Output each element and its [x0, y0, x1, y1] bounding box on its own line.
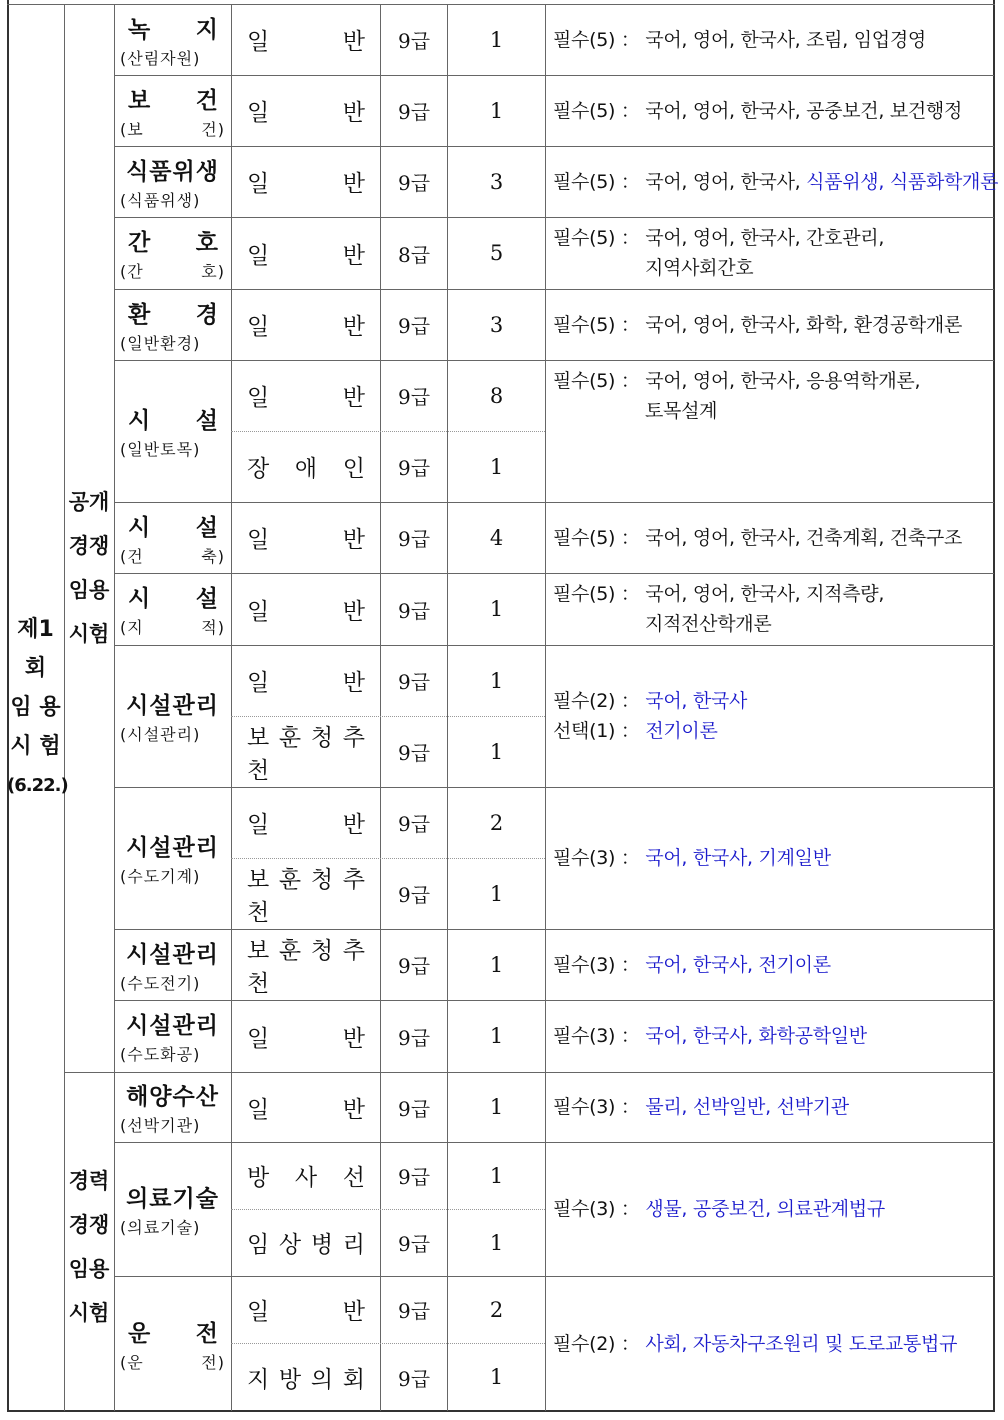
subjects-line: [553, 686, 993, 716]
exam-date: (6.22.): [7, 775, 68, 796]
exam-subjects: [547, 787, 993, 929]
exam-subjects: [547, 360, 993, 502]
grade: 9급: [398, 314, 431, 338]
headcount: 1: [489, 1024, 504, 1048]
grade: 9급: [398, 1366, 431, 1391]
recruit-type: 일 반: [247, 598, 365, 625]
grade: 9급: [398, 1025, 431, 1050]
specialty-subname: (건 축): [120, 546, 225, 566]
exam-subjects: [547, 1142, 993, 1276]
subjects-label: 필수(3) ：: [553, 1025, 646, 1047]
col-divider-4: [380, 4, 381, 1411]
recruit-type: 지 방 의 회: [247, 1366, 365, 1393]
subjects-line: [553, 950, 993, 980]
subjects-text: 국어, 영어, 한국사,: [645, 170, 807, 193]
recruit-type: 보 훈 청 추 천: [247, 724, 365, 784]
recruit-type: 일 반: [247, 171, 365, 197]
subjects-line: [553, 366, 993, 396]
subjects-label: 필수(5) ：: [553, 170, 646, 193]
grade: 9급: [398, 812, 431, 836]
col-divider-2: [114, 4, 115, 1411]
col-divider-3: [231, 4, 232, 1411]
recruit-type: 일 반: [247, 29, 365, 55]
recruit-type: 보 훈 청 추 천: [247, 866, 365, 926]
subjects-continued: 토목설계: [645, 400, 718, 422]
recruit-type: 일 반: [247, 1299, 365, 1325]
specialty-subname: (간 호): [120, 262, 225, 281]
subjects-line: [553, 25, 993, 55]
subjects-text: 국어, 영어, 한국사, 조림, 임업경영: [645, 28, 926, 51]
subjects-highlight: 국어, 한국사, 기계일반: [645, 847, 831, 869]
grade: 9급: [398, 670, 431, 694]
subjects-label: 필수(2) ：: [553, 690, 646, 712]
subjects-label: 필수(5) ：: [553, 28, 646, 51]
headcount: 1: [489, 1163, 504, 1188]
specialty-cell: [116, 1072, 229, 1142]
grade: 9급: [398, 598, 431, 623]
specialty-name: 녹 지: [128, 16, 219, 43]
grade: 9급: [398, 1165, 431, 1189]
headcount: 5: [489, 241, 504, 265]
specialty-name: 의료기술: [126, 1186, 219, 1212]
specialty-cell: [116, 929, 229, 1000]
subjects-label: 필수(5) ：: [553, 526, 646, 549]
specialty-name: 운 전: [128, 1320, 219, 1347]
specialty-cell: [116, 4, 229, 75]
subjects-highlight-2: 전기이론: [645, 720, 718, 742]
subjects-highlight: 국어, 한국사, 전기이론: [645, 953, 831, 976]
group-open-line2: 경쟁: [68, 534, 110, 558]
headcount: 1: [489, 1095, 504, 1119]
subjects-continued: 지역사회간호: [645, 257, 754, 279]
subjects-label: 필수(5) ：: [553, 313, 646, 336]
recruit-type: 임 상 병 리: [247, 1232, 365, 1258]
exam-line1: 제1회: [17, 617, 54, 681]
specialty-subname: (수도전기): [120, 973, 201, 993]
subjects-label: 필수(3) ：: [553, 953, 646, 976]
subjects-text: 국어, 영어, 한국사, 간호관리,: [645, 227, 885, 249]
subjects-highlight: 생물, 공중보건, 의료관계법규: [645, 1198, 885, 1220]
group-career-line3: 임용: [68, 1257, 110, 1281]
exam-subjects: [547, 146, 999, 217]
specialty-subname: (일반토목): [120, 440, 201, 459]
headcount: 3: [489, 312, 504, 337]
subjects-line: [553, 1194, 993, 1224]
group-career-line4: 시험: [68, 1301, 110, 1325]
grade: 9급: [398, 527, 431, 551]
subjects-highlight: 식품위생, 식품화학개론: [806, 170, 999, 193]
subjects-label: 필수(2) ：: [553, 1332, 646, 1355]
headcount: 1: [489, 98, 504, 123]
grade: 9급: [398, 171, 431, 195]
group-open-line4: 시험: [68, 622, 110, 646]
subjects-label: 필수(5) ：: [553, 99, 646, 122]
exam-subjects: [547, 645, 993, 787]
subjects-line: [553, 96, 993, 126]
headcount: 1: [489, 1230, 504, 1255]
group-career: [64, 1072, 114, 1412]
subjects-continued: 지적전산학개론: [645, 613, 772, 635]
exam-subjects: [547, 1072, 993, 1142]
exam-line2: 임 용: [10, 695, 61, 720]
grade: 8급: [398, 242, 431, 267]
grade: 9급: [398, 954, 431, 978]
specialty-subname: (식품위생): [120, 190, 201, 210]
recruit-type: 보 훈 청 추 천: [247, 937, 365, 997]
specialty-subname: (지 적): [120, 618, 225, 637]
recruit-type: 장 애 인: [247, 456, 365, 482]
subjects-highlight: 국어, 한국사: [645, 690, 748, 712]
specialty-name: 시설관리: [126, 941, 219, 968]
recruit-type: 일 반: [247, 242, 365, 269]
recruit-type: 일 반: [247, 314, 365, 340]
headcount: 1: [489, 597, 504, 621]
specialty-cell: [116, 289, 229, 360]
specialty-subname: (수도화공): [120, 1045, 201, 1064]
specialty-cell: [116, 573, 229, 645]
exam-subjects: [547, 929, 993, 1000]
subjects-line: [553, 310, 993, 340]
specialty-name: 시설관리: [126, 693, 219, 719]
specialty-subname: (보 건): [120, 119, 225, 139]
specialty-subname: (시설관리): [120, 725, 201, 744]
subjects-label: 필수(3) ：: [553, 847, 646, 869]
recruit-type: 방 사 선: [247, 1165, 365, 1191]
exam-subjects: [547, 217, 993, 289]
subjects-label: 필수(3) ：: [553, 1198, 646, 1220]
subjects-highlight: 국어, 한국사, 화학공학일반: [645, 1025, 867, 1047]
subjects-label: 필수(5) ：: [553, 370, 646, 392]
specialty-subname: (선박기관): [120, 1116, 201, 1135]
subjects-text: 국어, 영어, 한국사, 응용역학개론,: [645, 370, 921, 392]
subjects-label-2: 선택(1) ：: [553, 720, 646, 742]
group-open-line3: 임용: [68, 578, 110, 602]
headcount: 2: [489, 810, 504, 835]
col-divider-5: [447, 4, 448, 1411]
specialty-name: 간 호: [128, 230, 219, 256]
specialty-name: 시설관리: [126, 1013, 219, 1039]
headcount: 1: [489, 1365, 504, 1389]
subjects-text: 국어, 영어, 한국사, 화학, 환경공학개론: [645, 313, 963, 336]
exam-subjects: [547, 289, 993, 360]
specialty-cell: [116, 1000, 229, 1072]
headcount: 2: [489, 1297, 504, 1322]
subjects-label: 필수(5) ：: [553, 227, 646, 249]
group-open-line1: 공개: [68, 490, 110, 514]
grade: 9급: [398, 100, 431, 124]
recruit-type: 일 반: [247, 812, 365, 838]
specialty-name: 식품위생: [126, 158, 219, 185]
specialty-name: 시 설: [128, 586, 219, 612]
specialty-cell: [116, 217, 229, 289]
specialty-name: 시 설: [128, 514, 219, 541]
subjects-line-2: [553, 716, 993, 746]
grade: 9급: [398, 385, 431, 409]
specialty-subname: (운 전): [120, 1352, 225, 1372]
exam-subjects: [547, 75, 993, 146]
specialty-cell: [116, 146, 229, 217]
subjects-line: [553, 579, 993, 609]
recruit-type: 일 반: [247, 670, 365, 696]
specialty-cell: [116, 1276, 229, 1411]
grade: 9급: [398, 456, 431, 480]
subjects-line: [553, 223, 993, 253]
group-career-line1: 경력: [68, 1169, 110, 1193]
specialty-name: 시설관리: [126, 835, 219, 861]
specialty-name: 해양수산: [126, 1084, 219, 1110]
subjects-text: 국어, 영어, 한국사, 지적측량,: [645, 583, 885, 605]
exam-subjects: [547, 1000, 993, 1072]
group-career-line2: 경쟁: [68, 1213, 110, 1237]
headcount: 1: [489, 668, 504, 693]
exam-subjects: [547, 1276, 993, 1411]
subjects-line: [553, 167, 999, 197]
exam-line3: 시 험: [10, 734, 61, 759]
specialty-cell: [116, 1142, 229, 1276]
headcount: 3: [489, 169, 504, 194]
specialty-name: 보 건: [128, 87, 219, 114]
exam-subjects: [547, 573, 993, 645]
specialty-name: 환 경: [128, 301, 219, 328]
recruit-type: 일 반: [247, 527, 365, 553]
subjects-line: [553, 523, 993, 553]
headcount: 1: [489, 881, 504, 906]
specialty-subname: (산림자원): [120, 48, 201, 68]
subjects-highlight: 사회, 자동차구조원리 및 도로교통법규: [645, 1332, 958, 1355]
specialty-cell: [116, 502, 229, 573]
recruit-type: 일 반: [247, 1025, 365, 1052]
grade: 9급: [398, 1232, 431, 1256]
headcount: 8: [489, 383, 504, 408]
exam-subjects: [547, 502, 993, 573]
specialty-cell: [116, 360, 229, 502]
specialty-subname: (일반환경): [120, 333, 201, 353]
grade: 9급: [398, 1299, 431, 1323]
col-divider-6: [545, 4, 546, 1411]
grade: 9급: [398, 29, 431, 53]
specialty-cell: [116, 787, 229, 929]
headcount: 1: [489, 454, 504, 479]
headcount: 1: [489, 27, 504, 52]
subjects-highlight: 물리, 선박일반, 선박기관: [645, 1096, 849, 1118]
subjects-line: [553, 1329, 993, 1359]
specialty-name: 시 설: [128, 408, 219, 434]
specialty-subname: (의료기술): [120, 1218, 201, 1237]
exam-cell: [7, 4, 68, 1411]
recruit-type: 일 반: [247, 1096, 365, 1123]
subjects-label: 필수(5) ：: [553, 583, 646, 605]
grade: 9급: [398, 741, 431, 765]
subjects-text: 국어, 영어, 한국사, 공중보건, 보건행정: [645, 99, 963, 122]
subjects-line: [553, 1021, 993, 1051]
subjects-text: 국어, 영어, 한국사, 건축계획, 건축구조: [645, 526, 963, 549]
recruit-type: 일 반: [247, 385, 365, 411]
grade: 9급: [398, 883, 431, 907]
subjects-label: 필수(3) ：: [553, 1096, 646, 1118]
grade: 9급: [398, 1096, 431, 1121]
headcount: 4: [489, 525, 504, 550]
specialty-subname: (수도기계): [120, 867, 201, 886]
recruit-type: 일 반: [247, 100, 365, 126]
subjects-line: [553, 1092, 993, 1122]
specialty-cell: [116, 75, 229, 146]
headcount: 1: [489, 952, 504, 977]
subjects-line: [553, 843, 993, 873]
exam-subjects: [547, 4, 993, 75]
headcount: 1: [489, 739, 504, 764]
specialty-cell: [116, 645, 229, 787]
group-open: [64, 4, 114, 1072]
